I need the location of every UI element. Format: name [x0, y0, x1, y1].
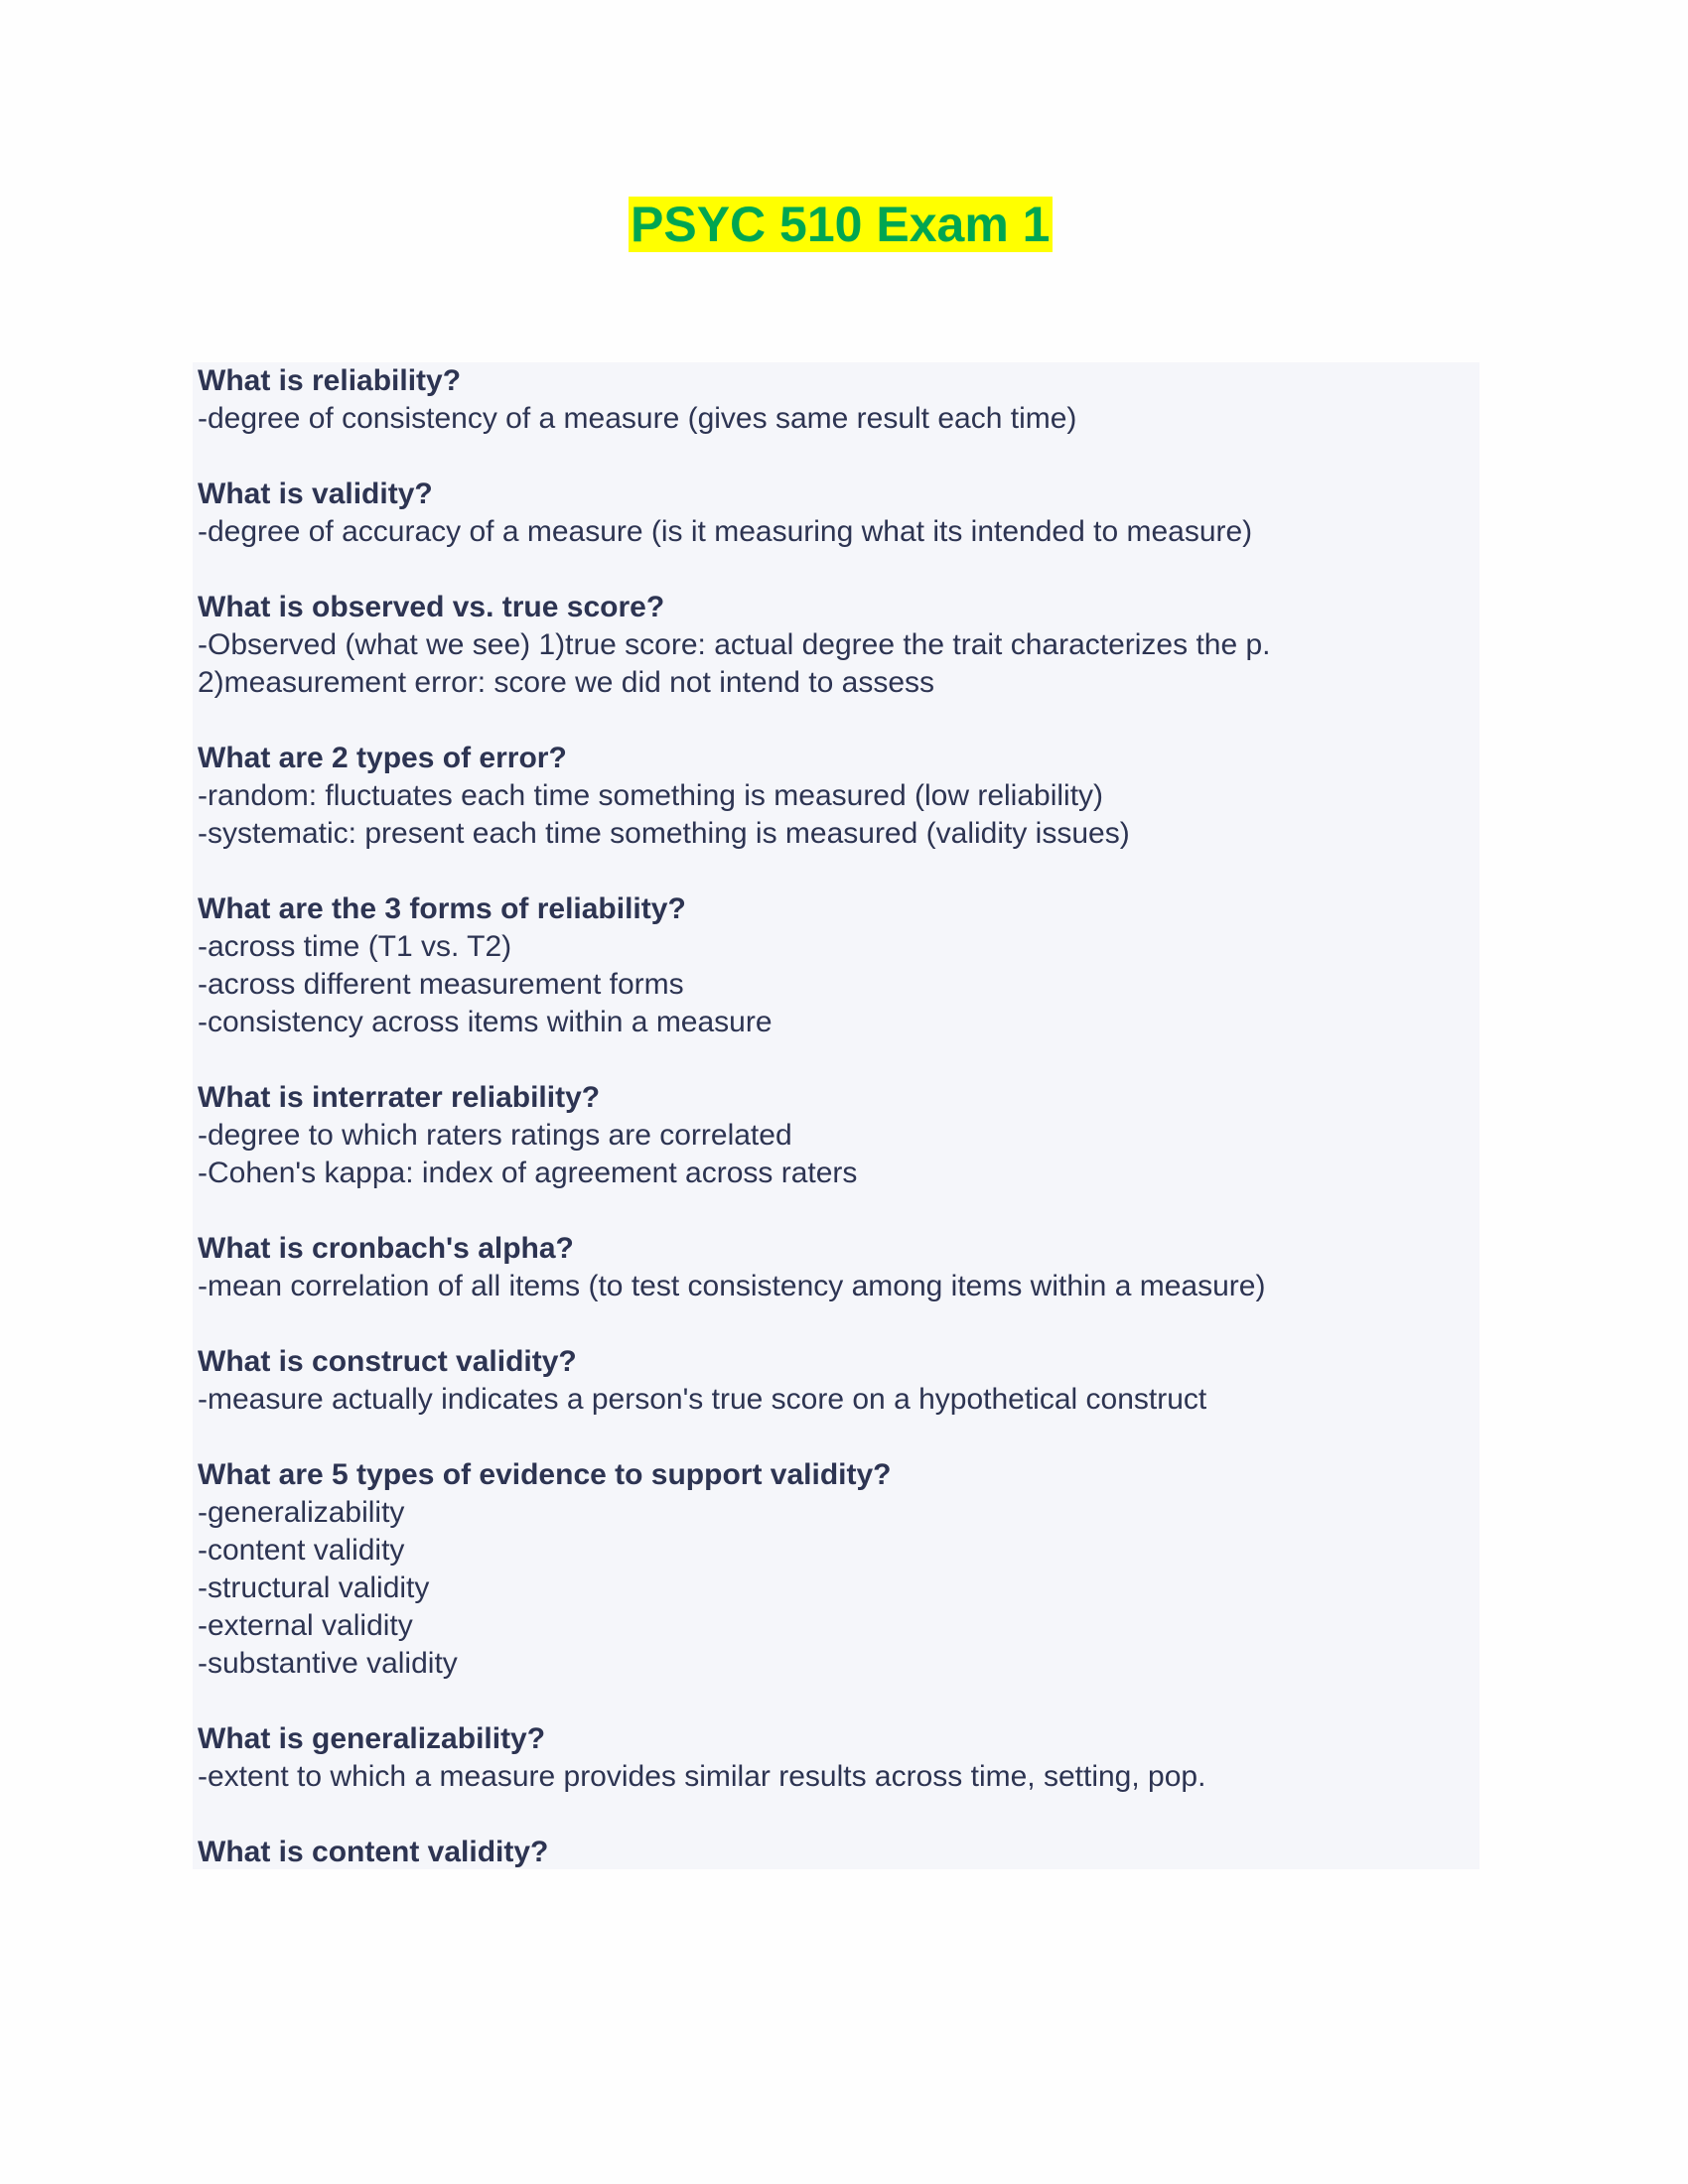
answer-line: -substantive validity — [198, 1647, 458, 1680]
flashcard-item — [198, 476, 1271, 551]
answer-line: -consistency across items within a measure — [198, 1006, 773, 1038]
flashcard-item — [198, 1456, 1271, 1683]
answer-line: -external validity — [198, 1609, 413, 1642]
question-text: What is reliability? — [198, 364, 462, 397]
flashcard-item — [198, 589, 1271, 702]
answer-line: -content validity — [198, 1534, 405, 1567]
flashcard-item — [198, 362, 1271, 438]
flashcard-item — [198, 1079, 1271, 1192]
answer-line: -measure actually indicates a person's true score on a hypothetical construct — [198, 1383, 1207, 1416]
flashcard-item — [198, 740, 1271, 853]
flashcard-item — [198, 1720, 1271, 1796]
answer-line: -systematic: present each time something is measured (validity issues) — [198, 817, 1130, 850]
answer-line: -across time (T1 vs. T2) — [198, 930, 512, 963]
answer-line: 2)measurement error: score we did not intend to assess — [198, 666, 935, 699]
answer-line: -degree to which raters ratings are correlated — [198, 1119, 792, 1152]
answer-line: -Cohen's kappa: index of agreement across raters — [198, 1157, 858, 1189]
question-text: What is cronbach's alpha? — [198, 1232, 574, 1265]
document-title: PSYC 510 Exam 1 — [631, 197, 1051, 252]
question-text: What is interrater reliability? — [198, 1081, 601, 1114]
question-text: What are 2 types of error? — [198, 742, 567, 774]
question-text: What is content validity? — [198, 1836, 549, 1868]
answer-line: -structural validity — [198, 1571, 430, 1604]
question-text: What is validity? — [198, 478, 433, 510]
flashcard-item — [198, 1834, 1271, 1869]
question-text: What is construct validity? — [198, 1345, 577, 1378]
answer-line: -degree of accuracy of a measure (is it measuring what its intended to measure) — [198, 515, 1253, 548]
answer-line: -random: fluctuates each time something is measured (low reliability) — [198, 779, 1104, 812]
question-text: What are the 3 forms of reliability? — [198, 892, 686, 925]
answer-line: -degree of consistency of a measure (gives same result each time) — [198, 402, 1077, 435]
question-text: What is observed vs. true score? — [198, 591, 665, 623]
question-text: What is generalizability? — [198, 1722, 546, 1755]
answer-line: -generalizability — [198, 1496, 405, 1529]
answer-line: -mean correlation of all items (to test consistency among items within a measure) — [198, 1270, 1266, 1302]
answer-line: -extent to which a measure provides similar results across time, setting, pop. — [198, 1760, 1206, 1793]
flashcard-item — [198, 1230, 1271, 1305]
answer-line: -Observed (what we see) 1)true score: actual degree the trait characterizes the p. — [198, 628, 1271, 661]
flashcard-item — [198, 890, 1271, 1041]
flashcard-list — [198, 362, 1271, 1869]
flashcard-item — [198, 1343, 1271, 1419]
answer-line: -across different measurement forms — [198, 968, 684, 1001]
flashcard-panel — [193, 362, 1479, 1869]
question-text: What are 5 types of evidence to support validity? — [198, 1458, 892, 1491]
